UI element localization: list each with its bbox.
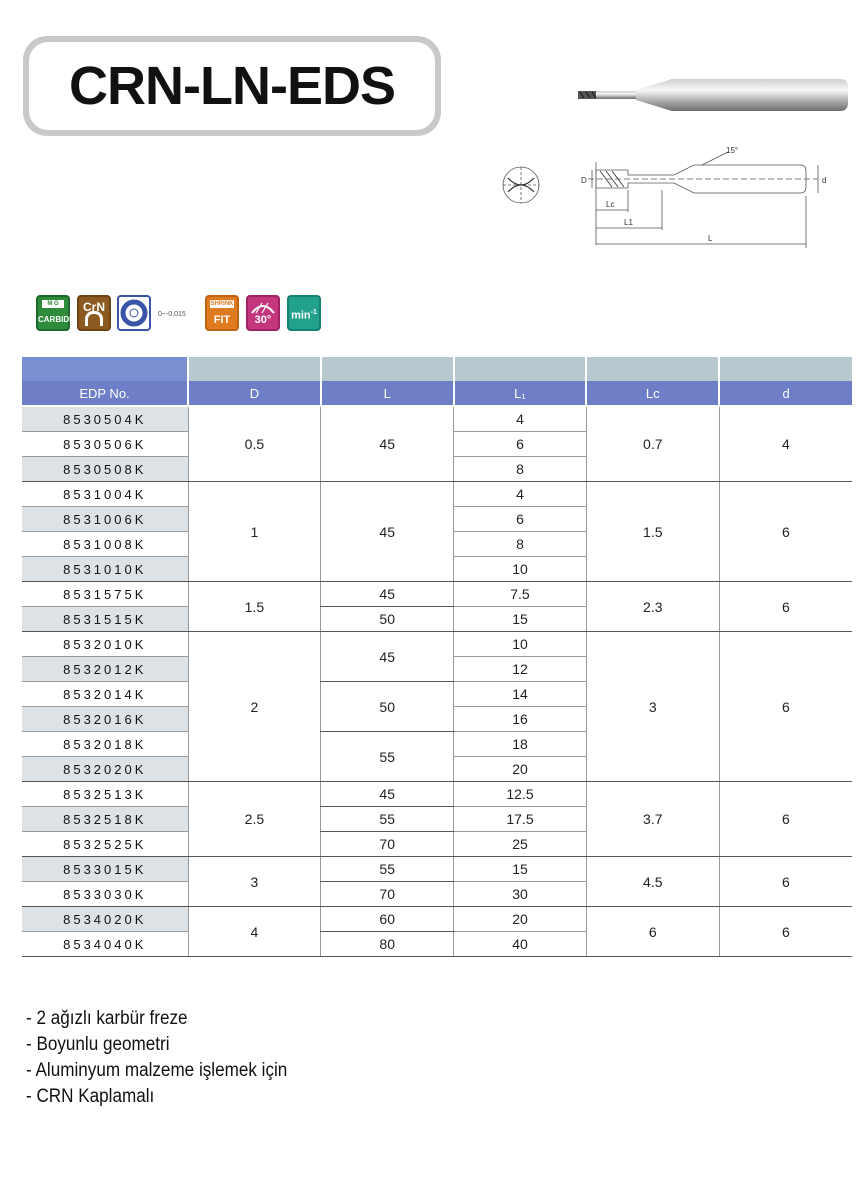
edp-cell: 8532016K — [22, 707, 188, 732]
spec-table — [22, 357, 852, 957]
L1-cell: 30 — [454, 882, 587, 907]
L1-cell: 16 — [454, 707, 587, 732]
L1-cell: 6 — [454, 432, 587, 457]
edp-cell: 8531004K — [22, 482, 188, 507]
carbide-icon-top: M G — [42, 300, 64, 308]
title-badge — [23, 36, 441, 136]
Lc-cell: 6 — [586, 907, 719, 957]
d-cell: 6 — [719, 857, 852, 907]
helix-label: 30° — [254, 314, 272, 326]
edp-cell: 8530506K — [22, 432, 188, 457]
d-cell: 6 — [719, 482, 852, 582]
dim-L-label: L — [708, 234, 713, 243]
min-sup: -1 — [310, 309, 317, 316]
header-D: D — [188, 381, 321, 406]
D-cell: 0.5 — [188, 406, 321, 482]
table-top-band — [22, 357, 852, 381]
table-header — [22, 381, 852, 406]
edp-cell: 8534020K — [22, 907, 188, 932]
header-L: L — [321, 381, 454, 406]
L1-cell: 6 — [454, 507, 587, 532]
L-cell: 45 — [321, 406, 454, 482]
edp-cell: 8532020K — [22, 757, 188, 782]
L1-cell: 10 — [454, 557, 587, 582]
L1-cell: 40 — [454, 932, 587, 957]
Lc-cell: 0.7 — [586, 406, 719, 482]
header-d: d — [719, 381, 852, 406]
L1-cell: 18 — [454, 732, 587, 757]
edp-cell: 8532525K — [22, 832, 188, 857]
L-cell: 55 — [321, 857, 454, 882]
dim-D-label: D — [581, 176, 587, 185]
table-row — [22, 406, 852, 432]
table-body — [22, 406, 852, 957]
L1-cell: 7.5 — [454, 582, 587, 607]
carbide-icon — [36, 295, 75, 331]
Lc-cell: 3 — [586, 632, 719, 782]
shrink-fit-icon — [205, 295, 239, 331]
edp-cell: 8531515K — [22, 607, 188, 632]
L-cell: 45 — [321, 632, 454, 682]
Lc-cell: 1.5 — [586, 482, 719, 582]
D-cell: 2 — [188, 632, 321, 782]
L1-cell: 10 — [454, 632, 587, 657]
L-cell: 45 — [321, 782, 454, 807]
feature-notes — [26, 1006, 316, 1110]
dim-L1-label: L1 — [624, 218, 633, 227]
L1-cell: 15 — [454, 607, 587, 632]
table-row — [22, 907, 852, 932]
D-cell: 4 — [188, 907, 321, 957]
L1-cell: 20 — [454, 757, 587, 782]
L1-cell: 12.5 — [454, 782, 587, 807]
edp-cell: 8533030K — [22, 882, 188, 907]
L1-cell: 8 — [454, 532, 587, 557]
edp-cell: 8531010K — [22, 557, 188, 582]
d-cell: 6 — [719, 582, 852, 632]
edp-cell: 8533015K — [22, 857, 188, 882]
dim-d-label: d — [822, 176, 827, 185]
d-cell: 6 — [719, 907, 852, 957]
helix-angle-icon — [246, 295, 280, 331]
header-L1: L₁ — [454, 381, 587, 406]
note-item: - 2 ağızlı karbür freze — [26, 1008, 188, 1029]
L1-cell: 8 — [454, 457, 587, 482]
note-item: - CRN Kaplamalı — [26, 1086, 155, 1107]
L1-cell: 4 — [454, 406, 587, 432]
page-title: CRN-LN-EDS — [69, 56, 395, 116]
crn-coating-icon — [77, 295, 111, 331]
header-edp: EDP No. — [22, 381, 188, 406]
edp-cell: 8530504K — [22, 406, 188, 432]
edp-cell: 8531006K — [22, 507, 188, 532]
carbide-icon-label: CARBIDE — [38, 315, 75, 324]
d-cell: 6 — [719, 632, 852, 782]
Lc-cell: 2.3 — [586, 582, 719, 632]
L-cell: 80 — [321, 932, 454, 957]
L-cell: 55 — [321, 732, 454, 782]
edp-cell: 8531575K — [22, 582, 188, 607]
dim-Lc-label: Lc — [606, 200, 615, 209]
tolerance-icon — [117, 295, 151, 331]
table-row — [22, 632, 852, 657]
L-cell: 45 — [321, 582, 454, 607]
edp-cell: 8532018K — [22, 732, 188, 757]
L1-cell: 12 — [454, 657, 587, 682]
end-mill-image — [572, 70, 852, 120]
edp-cell: 8532518K — [22, 807, 188, 832]
tolerance-value: 0~-0.015 — [158, 311, 186, 318]
L-cell: 60 — [321, 907, 454, 932]
edp-cell: 8531008K — [22, 532, 188, 557]
L-cell: 50 — [321, 607, 454, 632]
Lc-cell: 4.5 — [586, 857, 719, 907]
L1-cell: 15 — [454, 857, 587, 882]
D-cell: 2.5 — [188, 782, 321, 857]
edp-cell: 8532014K — [22, 682, 188, 707]
rpm-icon — [287, 295, 321, 331]
L1-cell: 14 — [454, 682, 587, 707]
L-cell: 70 — [321, 832, 454, 857]
shrink-label: SHRINK — [210, 301, 234, 307]
table-row — [22, 482, 852, 507]
technical-drawing — [488, 140, 838, 252]
header-Lc: Lc — [586, 381, 719, 406]
min-label: min — [291, 309, 311, 322]
edp-cell: 8532513K — [22, 782, 188, 807]
table-row — [22, 782, 852, 807]
L1-cell: 20 — [454, 907, 587, 932]
L-cell: 55 — [321, 807, 454, 832]
note-item: - Boyunlu geometri — [26, 1034, 170, 1055]
d-cell: 4 — [719, 406, 852, 482]
D-cell: 1 — [188, 482, 321, 582]
table-row — [22, 857, 852, 882]
edp-cell: 8530508K — [22, 457, 188, 482]
coating-label: CrN — [82, 300, 105, 314]
L-cell: 70 — [321, 882, 454, 907]
D-cell: 3 — [188, 857, 321, 907]
L1-cell: 17.5 — [454, 807, 587, 832]
edp-cell: 8532012K — [22, 657, 188, 682]
L-cell: 50 — [321, 682, 454, 732]
table-row — [22, 582, 852, 607]
edp-cell: 8534040K — [22, 932, 188, 957]
Lc-cell: 3.7 — [586, 782, 719, 857]
D-cell: 1.5 — [188, 582, 321, 632]
note-item: - Aluminyum malzeme işlemek için — [26, 1060, 288, 1081]
L1-cell: 25 — [454, 832, 587, 857]
fit-label: FIT — [213, 314, 231, 326]
L1-cell: 4 — [454, 482, 587, 507]
L-cell: 45 — [321, 482, 454, 582]
title-badge-inner — [29, 42, 435, 130]
angle-label: 15° — [726, 146, 739, 155]
d-cell: 6 — [719, 782, 852, 857]
edp-cell: 8532010K — [22, 632, 188, 657]
